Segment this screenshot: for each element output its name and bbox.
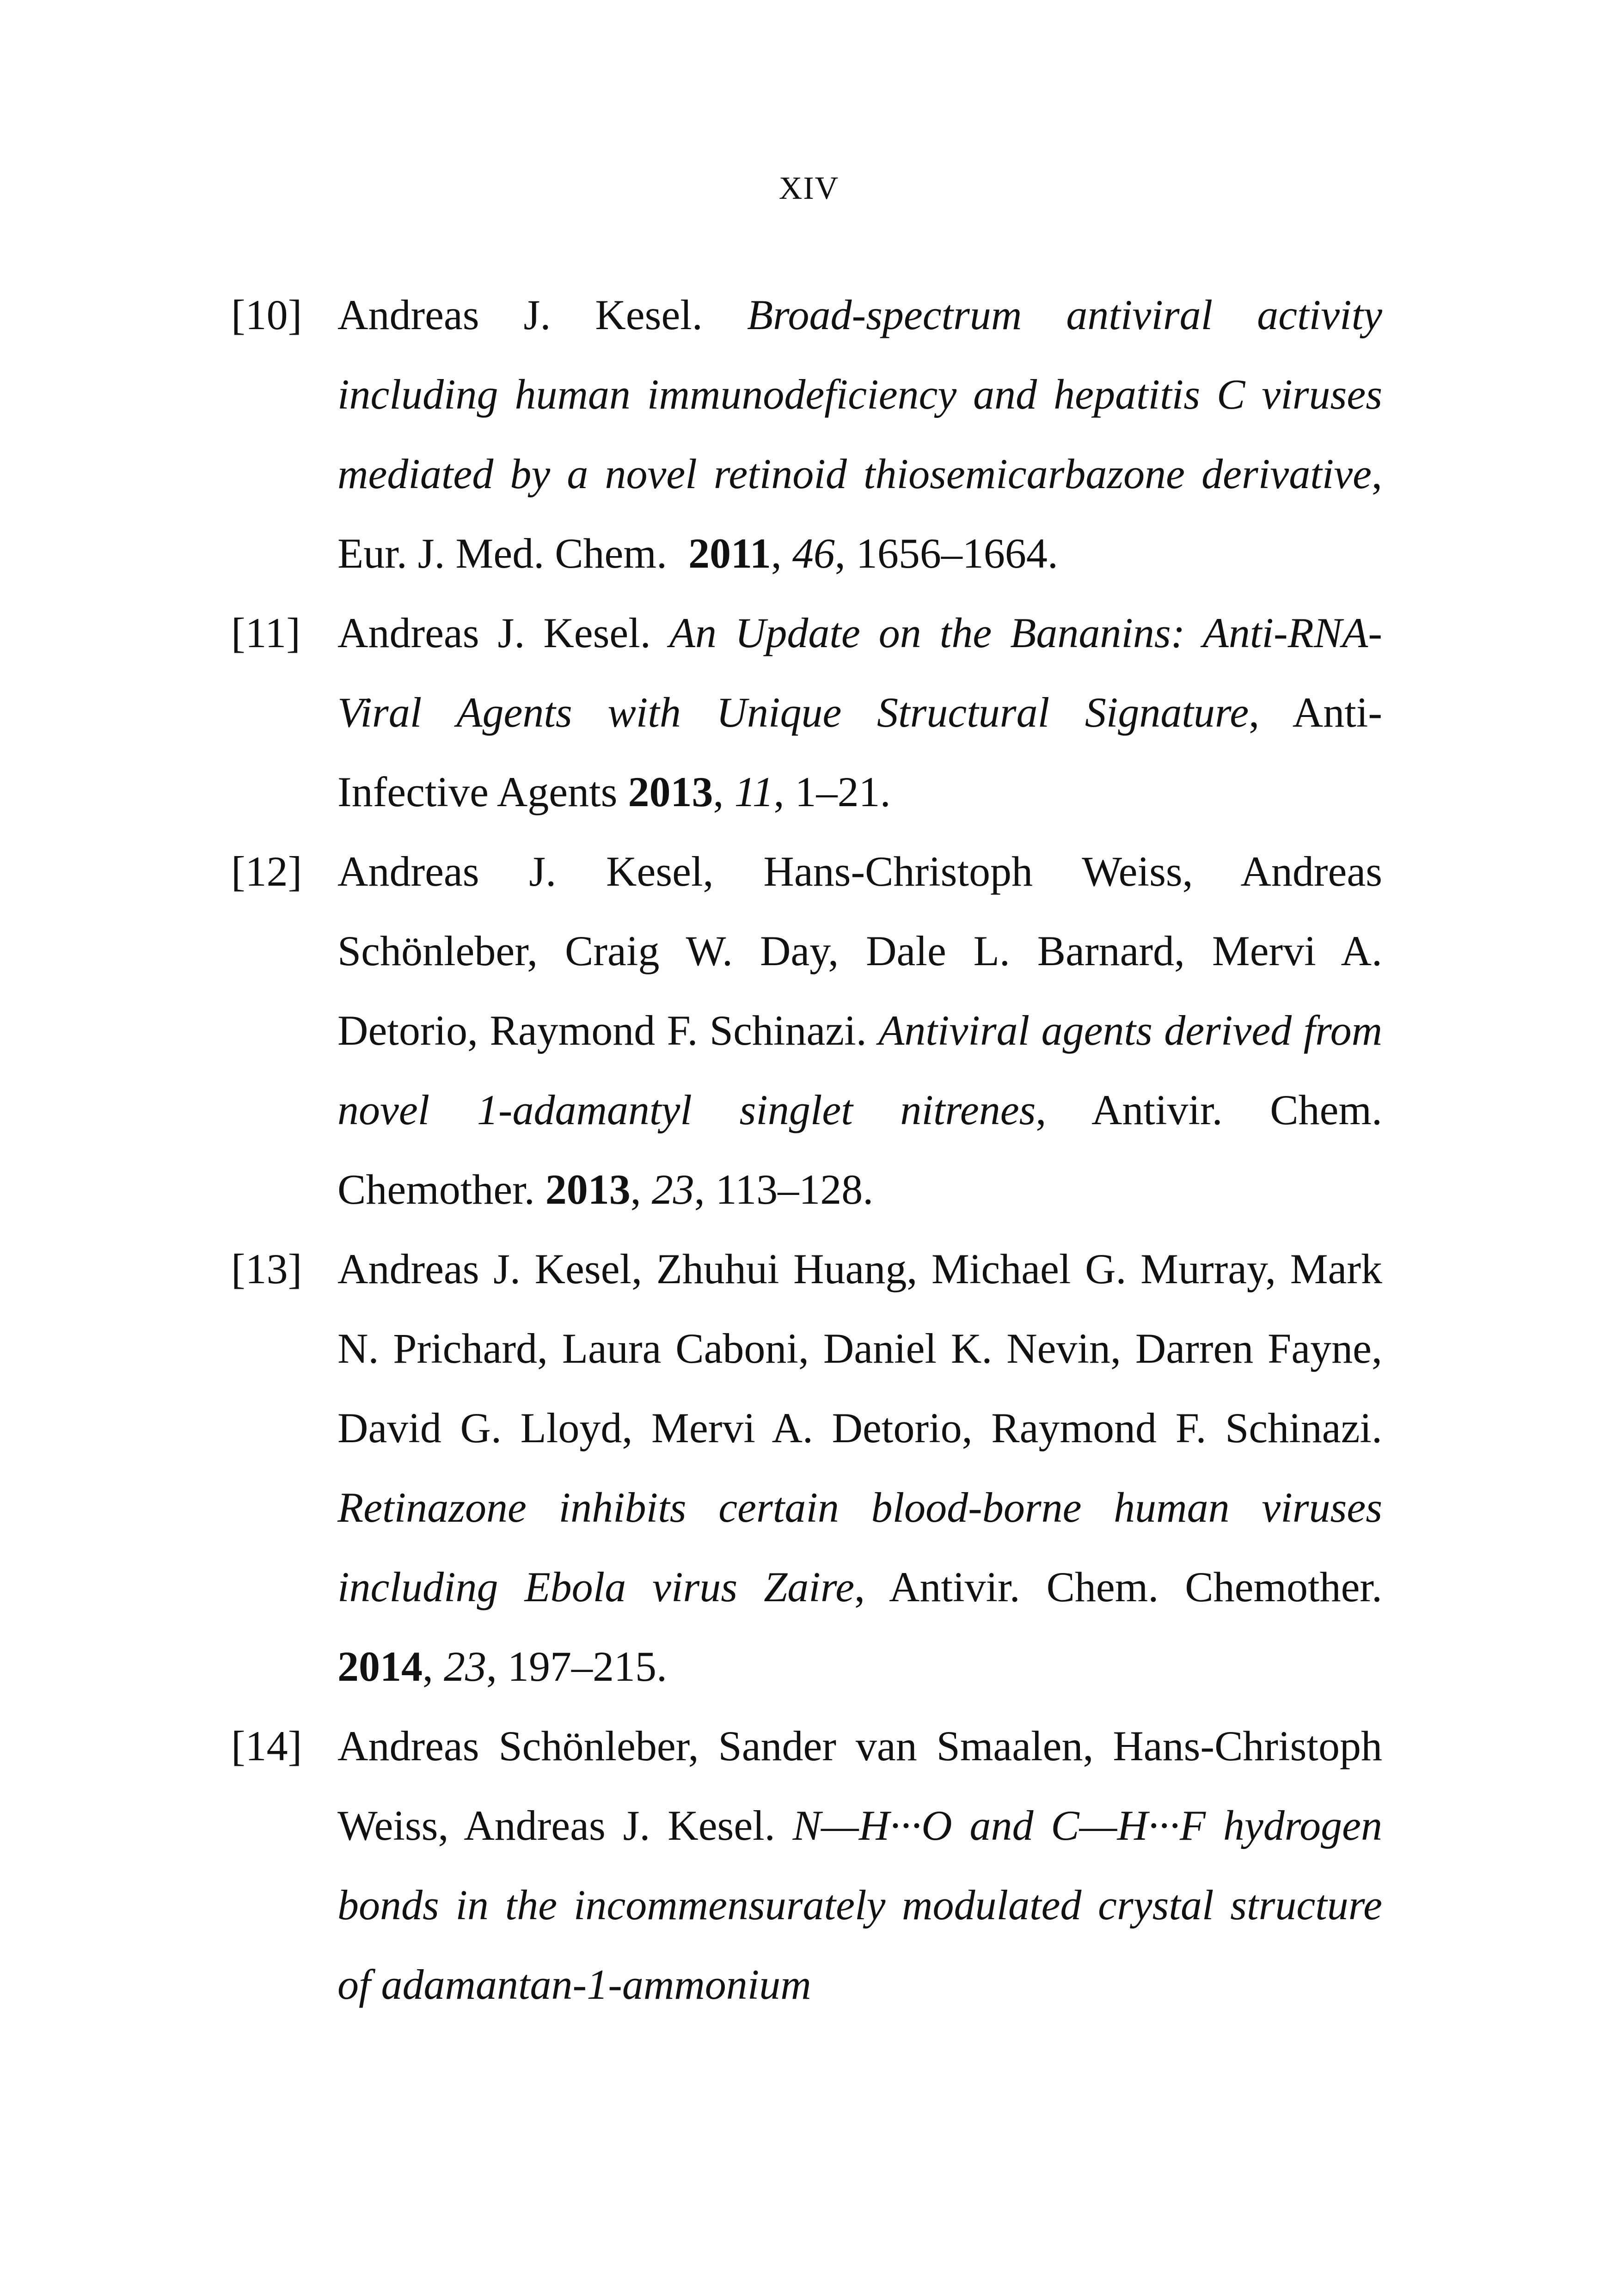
reference-volume: 11: [734, 768, 774, 815]
reference-volume: 23: [444, 1643, 486, 1690]
reference-title: Antiviral agents derived from novel 1-adamantyl singlet nitrenes: [337, 1007, 1383, 1133]
reference-authors: Andreas Schönleber, Sander van Smaalen, Hans-Christoph Weiss, Andreas J. Kesel.: [337, 1722, 1382, 1849]
reference-item: [231, 1229, 1382, 1706]
reference-pages: 197–215.: [508, 1643, 667, 1690]
reference-authors: Andreas J. Kesel.: [337, 609, 651, 656]
reference-title: Broad-spectrum antiviral activity including human immunodeficiency and hepatitis C viruses mediated by a novel retinoid thiosemicarbazone derivative: [337, 291, 1382, 497]
reference-text: Andreas J. Kesel. Broad-spectrum antiviral activity including human immunodeficiency and hepatitis C viruses mediated by a novel retinoid thiosemicarbazone derivative, Eur. J. Med. Chem. 2011, 46, 1656–1664.: [337, 291, 1382, 577]
reference-authors: Andreas J. Kesel, Hans-Christoph Weiss, Andreas Schönleber, Craig W. Day, Dale L. Barnard, Mervi A. Detorio, Raymond F. Schinazi.: [337, 848, 1382, 1054]
reference-pages: 113–128.: [715, 1166, 874, 1213]
reference-pages: 1–21.: [795, 768, 891, 815]
page-number: XIV: [778, 171, 840, 206]
reference-title: An Update on the Bananins: Anti-RNA-Viral Agents with Unique Structural Signature: [337, 609, 1383, 736]
reference-journal: Anti-Infective Agents: [337, 689, 1382, 815]
reference-year: 2013: [628, 768, 713, 815]
reference-journal: Eur. J. Med. Chem.: [337, 530, 667, 577]
reference-authors: Andreas J. Kesel, Zhuhui Huang, Michael G. Murray, Mark N. Prichard, Laura Caboni, Daniel K. Nevin, Darren Fayne, David G. Lloyd, Mervi A. Detorio, Raymond F. Schinazi.: [337, 1245, 1382, 1451]
reference-number: [14]: [231, 1722, 302, 1769]
reference-authors: Andreas J. Kesel.: [337, 291, 703, 338]
reference-year: 2014: [337, 1643, 423, 1690]
reference-number: [12]: [231, 848, 302, 895]
reference-pages: 1656–1664.: [856, 530, 1058, 577]
reference-item: [231, 275, 1382, 593]
reference-number: [13]: [231, 1245, 302, 1292]
reference-number: [11]: [231, 609, 300, 656]
reference-title: N—H···O and C—H···F hydrogen bonds in the incommensurately modulated crystal structure of adamantan-1-ammonium: [337, 1802, 1383, 2008]
reference-item: [231, 1706, 1382, 2024]
reference-number: [10]: [231, 291, 302, 338]
reference-title: Retinazone inhibits certain blood-borne human viruses including Ebola virus Zaire: [337, 1484, 1382, 1610]
reference-list: [231, 275, 1382, 2024]
reference-text: Andreas J. Kesel, Zhuhui Huang, Michael G. Murray, Mark N. Prichard, Laura Caboni, Daniel K. Nevin, Darren Fayne, David G. Lloyd, Mervi A. Detorio, Raymond F. Schinazi. Retinazone inhibits certain blood-borne human viruses including Ebola virus Zaire, Antivir. Chem. Chemother. 2014, 23, 197–215.: [337, 1245, 1382, 1690]
reference-volume: 46: [792, 530, 835, 577]
reference-journal: Antivir. Chem. Chemother.: [337, 1086, 1382, 1213]
reference-year: 2011: [688, 530, 771, 577]
reference-volume: 23: [651, 1166, 694, 1213]
reference-text: Andreas J. Kesel, Hans-Christoph Weiss, Andreas Schönleber, Craig W. Day, Dale L. Barnard, Mervi A. Detorio, Raymond F. Schinazi. Antiviral agents derived from novel 1-adamantyl singlet nitrenes, Antivir. Chem. Chemother. 2013, 23, 113–128.: [337, 848, 1383, 1213]
reference-text: Andreas J. Kesel. An Update on the Bananins: Anti-RNA-Viral Agents with Unique Structural Signature, Anti-Infective Agents 2013, 11, 1–21.: [337, 609, 1383, 815]
reference-journal: Antivir. Chem. Chemother.: [889, 1563, 1382, 1610]
reference-item: [231, 832, 1382, 1229]
reference-item: [231, 593, 1382, 832]
reference-year: 2013: [545, 1166, 631, 1213]
reference-text: [337, 1706, 1382, 2024]
